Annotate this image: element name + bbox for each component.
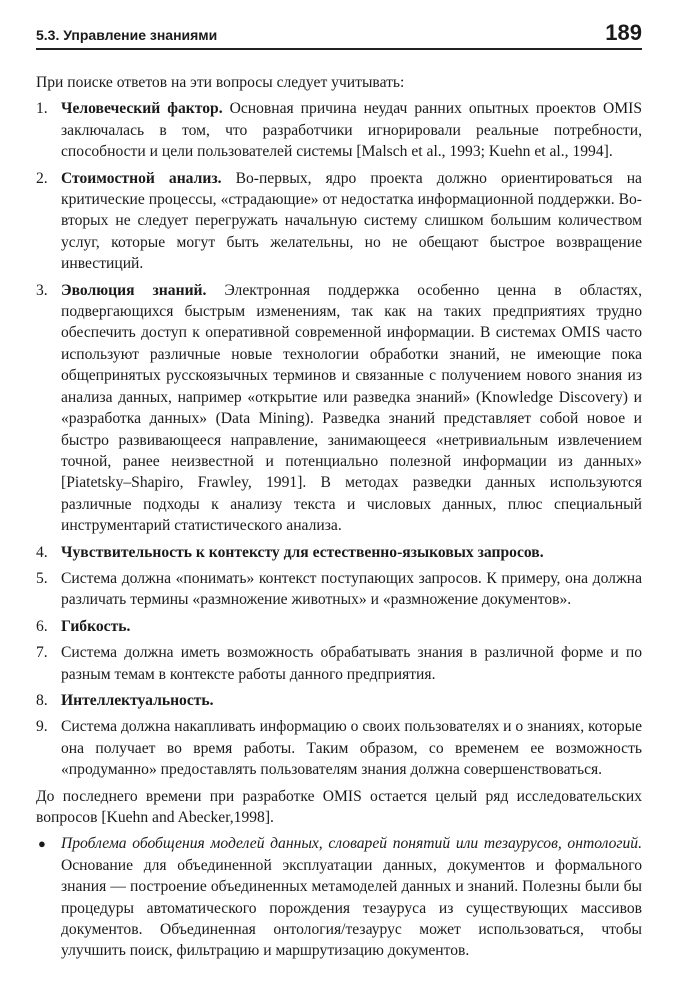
section-title: 5.3. Управление знаниями (36, 27, 218, 43)
item-number: 2. (36, 169, 48, 187)
page-number: 189 (605, 20, 642, 45)
item-text: Основная причина неудач ранних опытных проектов OMIS заключалась в том, что разработчики игнорировали реальные потребности, способности и цели пользователей системы [Malsch et al., 1993; Kuehn et al., 1994]. (61, 100, 642, 161)
item-text: Система должна «понимать» контекст поступающих запросов. К примеру, она должна различать термины «размножение животных» и «размножение документов». (61, 569, 642, 609)
item-text: Система должна иметь возможность обрабатывать знания в различной форме и по разным темам в контексте работы данного предприятия. (61, 644, 642, 683)
page-body (36, 72, 642, 962)
item-number: 1. (36, 100, 48, 118)
bullet-italic-heading: Проблема обобщения моделей данных, словарей понятий или тезаурусов, онтологий. (61, 835, 642, 853)
item-number: 7. (36, 644, 48, 662)
list-item-3 (36, 280, 642, 537)
intro-paragraph: При поиске ответов на эти вопросы следует учитывать: (36, 74, 405, 91)
item-text: Во-первых, ядро проекта должно ориентироваться на критические процессы, «страдающие» от недостатка информационной поддержки. Во-вторых не следует перегружать начальную систему слишком большим количеством услуг, которые могут быть желательны, но не обещают быстрое возвращение инвестиций. (61, 169, 642, 273)
item-number: 4. (36, 543, 48, 561)
bullet-item (36, 833, 642, 961)
item-heading: Стоимостной анализ. (61, 169, 222, 187)
list-item-9 (36, 716, 642, 780)
item-heading: Человеческий фактор. (61, 100, 223, 118)
item-number: 9. (36, 718, 48, 736)
list-item-6 (36, 616, 642, 637)
list-item-2 (36, 168, 642, 275)
item-heading: Интеллектуальность. (61, 691, 214, 709)
item-heading: Гибкость. (61, 617, 131, 635)
item-text: Электронная поддержка особенно ценна в областях, подвергающихся быстрым изменениям, так как на таких предприятиях трудно обеспечить доступ к оперативной современной информации. В системах OMIS часто используют различные новые технологии обработки знаний, не имеющие пока общепринятых русскоязычных терминов и связанные с получением нового знания из анализа данных, например «открытие или разведка знаний» (Knowledge Discovery) и «разработка данных» (Data Mining). Разведка знаний представляет собой новое и быстро развивающееся направление, занимающееся «нетривиальным извлечением точной, ранее неизвестной и потенциально полезной информации из данных» [Piatetsky–Shapiro, Frawley, 1991]. В методах разведки данных используются различные подходы к анализу текста и числовых данных, плюс специальный инструментарий статистического анализа. (61, 281, 642, 535)
list-item-4 (36, 542, 642, 563)
item-number: 3. (36, 281, 48, 299)
item-heading: Чувствительность к контексту для естественно-языковых запросов. (61, 543, 544, 561)
bullet-icon: ● (38, 836, 46, 852)
list-item-1 (36, 98, 642, 162)
item-number: 8. (36, 691, 48, 709)
item-number: 5. (36, 569, 48, 587)
list-item-7 (36, 642, 642, 685)
bullet-text: Основание для объединенной эксплуатации данных, документов и формального знания — построение объединенных метамоделей данных и знаний. Полезны были бы процедуры автоматического порождения тезауруса из существующих массивов документов. Объединенная онтология/тезаурус может использоваться, чтобы улучшить поиск, фильтрацию и маршрутизацию документов. (61, 856, 642, 960)
item-heading: Эволюция знаний. (61, 281, 207, 299)
list-item-8 (36, 690, 642, 711)
item-text: Система должна накапливать информацию о своих пользователях и о знаниях, которые она получает во время работы. Таким образом, со временем ее возможность «продуманно» предоставлять пользователям знания должна совершенствоваться. (61, 718, 642, 779)
page-header (36, 20, 642, 50)
outro-paragraph: До последнего времени при разработке OMIS остается целый ряд исследовательских вопросов [Kuehn and Abecker,1998]. (36, 787, 642, 826)
item-number: 6. (36, 617, 48, 635)
list-item-5 (36, 568, 642, 611)
